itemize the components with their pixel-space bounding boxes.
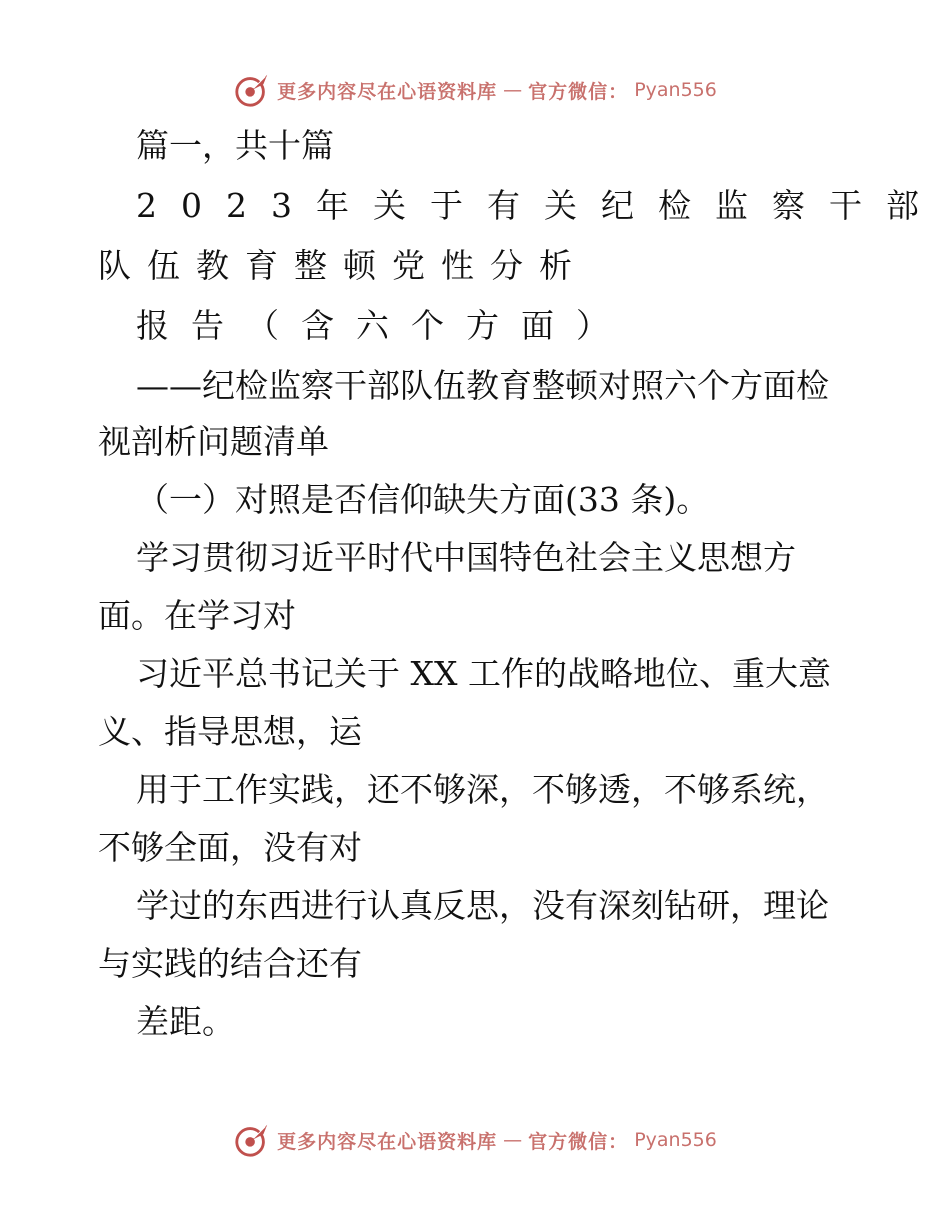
doc-paragraph-line: 与实践的结合还有 xyxy=(98,944,362,983)
watermark-label: 官方微信： xyxy=(528,80,629,103)
doc-paragraph-line: 学习贯彻习近平时代中国特色社会主义思想方 xyxy=(136,538,796,577)
watermark-footer xyxy=(0,1118,950,1162)
doc-line-series: 篇一，共十篇 xyxy=(136,126,334,165)
doc-paragraph-line: 习近平总书记关于 XX 工作的战略地位、重大意 xyxy=(136,654,831,693)
doc-paragraph-line: 差距。 xyxy=(136,1002,235,1041)
watermark-brand: 更多内容尽在心语资料库 xyxy=(277,80,498,103)
watermark-label: 官方微信： xyxy=(528,1130,629,1153)
doc-subtitle-line-1: ——纪检监察干部队伍教育整顿对照六个方面检 xyxy=(136,366,829,405)
watermark-account: Pyan556 xyxy=(634,1129,717,1151)
doc-title-line-2: 队伍教育整顿党性分析 xyxy=(98,246,588,285)
doc-paragraph-line: 用于工作实践，还不够深，不够透，不够系统， xyxy=(136,770,829,809)
quill-logo-icon xyxy=(233,71,271,109)
doc-section-heading: （一）对照是否信仰缺失方面(33 条)。 xyxy=(136,480,710,519)
quill-logo-icon xyxy=(233,1121,271,1159)
doc-paragraph-line: 学过的东西进行认真反思，没有深刻钻研，理论 xyxy=(136,886,829,925)
watermark-brand: 更多内容尽在心语资料库 xyxy=(277,1130,498,1153)
watermark-dash: — xyxy=(503,79,523,101)
doc-paragraph-line: 义、指导思想，运 xyxy=(98,712,362,751)
doc-title-line-1: 2023年关于有关纪检监察干部 xyxy=(136,186,943,225)
doc-paragraph-line: 面。在学习对 xyxy=(98,596,296,635)
watermark-dash: — xyxy=(503,1129,523,1151)
watermark-header xyxy=(0,68,950,112)
watermark-account: Pyan556 xyxy=(634,79,717,101)
doc-title-line-3: 报告（含六个方面） xyxy=(136,306,631,345)
doc-paragraph-line: 不够全面，没有对 xyxy=(98,828,362,867)
doc-subtitle-line-2: 视剖析问题清单 xyxy=(98,422,329,461)
